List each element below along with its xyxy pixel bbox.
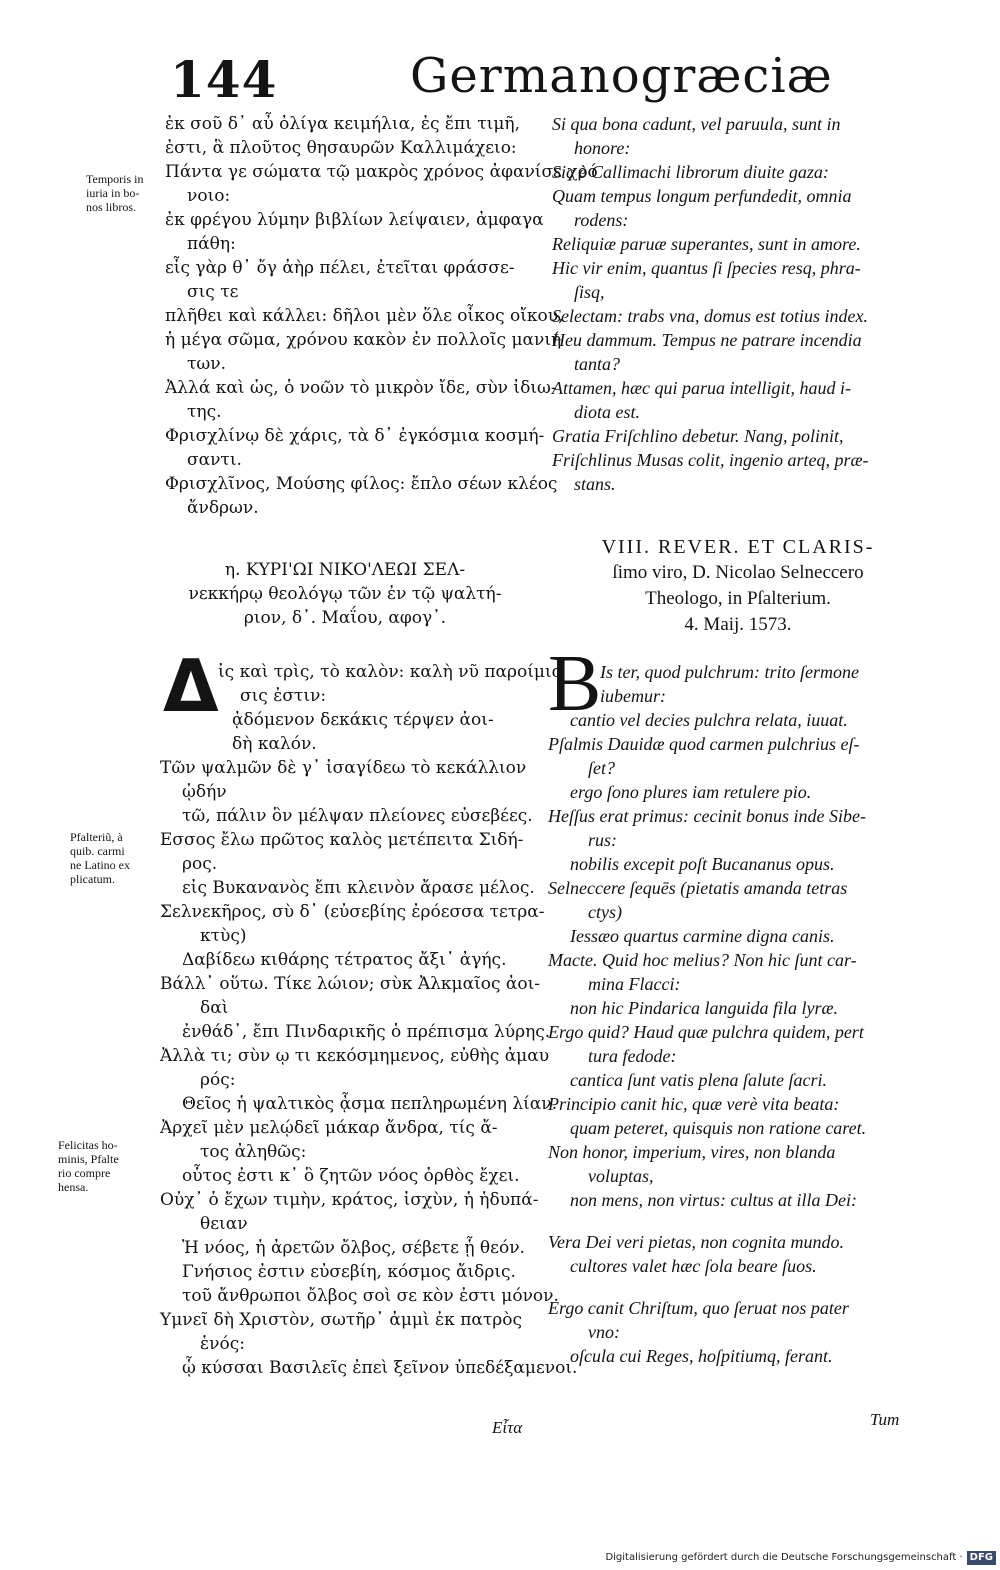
latin-line: oſcula cui Reges, hoſpitiumq, ferant.: [570, 1346, 833, 1366]
greek-heading: [160, 558, 530, 630]
latin-heading: [548, 534, 928, 638]
latin-line: Gratia Friſchlino debetur. Nang, polinit,: [552, 426, 844, 446]
latin-line: non mens, non virtus: cultus at illa Dei:: [570, 1190, 857, 1210]
latin-line: tura fedode:: [588, 1046, 677, 1066]
greek-line: των.: [187, 354, 227, 374]
digitization-footer: [600, 1549, 996, 1567]
latin-line: iubemur:: [600, 686, 666, 706]
greek-line: Τῶν ψαλμῶν δὲ γ᾽ ἰσαγίδεω τὸ κεκάλλιον: [160, 758, 527, 778]
latin-line: Principio canit hic, quæ verè vita beata:: [548, 1094, 840, 1114]
latin-line: Heu dammum. Tempus ne patrare incendia: [552, 330, 862, 350]
latin-line: Heſſus erat primus: cecinit bonus inde Sibe-: [548, 806, 866, 826]
greek-line: Βάλλ᾽ οὕτω. Τίκε λώιον; σὺκ Ἀλκμαῖος ἀοι-: [160, 974, 541, 994]
latin-line: quam peteret, quisquis non ratione caret.: [570, 1118, 867, 1138]
greek-line: σις ἐστιν:: [240, 686, 327, 706]
latin-line: Non honor, imperium, vires, non blanda: [548, 1142, 836, 1162]
greek-line: σις τε: [187, 282, 239, 302]
greek-line: εἰς Βυκανανὸς ἔπι κλεινὸν ἄρασε μέλος.: [182, 878, 535, 898]
margin-note-time: [86, 172, 166, 214]
latin-line: vno:: [588, 1322, 620, 1342]
greek-line: δὴ καλόν.: [232, 734, 317, 754]
margin-note-line: ne Latino ex: [70, 858, 130, 872]
margin-note-psalter: [70, 830, 150, 886]
greek-line: εἶς γὰρ θ᾽ ὄγ ἀὴρ πέλει, ἐτεῖται φράσσε-: [165, 258, 515, 278]
stanza-gap: [548, 1278, 933, 1296]
greek-heading-line: ριον, δ᾽. Μαΐου, αφογ᾽.: [243, 608, 447, 628]
margin-note-line: iuria in bo-: [86, 186, 140, 200]
latin-line: Si qua bona cadunt, vel paruula, sunt in: [552, 114, 841, 134]
margin-note-felicity: [58, 1138, 138, 1194]
latin-line: Hic vir enim, quantus ſi ſpecies resq, phra-: [552, 258, 861, 278]
greek-drop-cap: Δ: [163, 644, 219, 728]
greek-line: θειαν: [200, 1214, 248, 1234]
greek-line: Γνήσιος ἐστιν εὐσεβίη, κόσμος ἄιδρις.: [182, 1262, 516, 1282]
greek-line: ᾧ κύσσαι Βασιλεῖς ἐπεὶ ξεῖνον ὑπεδέξαμενοι.: [182, 1358, 578, 1378]
latin-line: cultores valet hæc ſola beare ſuos.: [570, 1256, 817, 1276]
greek-line: τῶ, πάλιν ὃν μέλψαν πλείονες εὐσεβέες.: [182, 806, 533, 826]
latin-line: nobilis excepit poſt Bucananus opus.: [570, 854, 835, 874]
dfg-logo-icon: DFG: [967, 1551, 996, 1565]
latin-line: tanta?: [574, 354, 621, 374]
greek-line: Δαβίδεω κιθάρης τέτρατος ἄξι᾽ ἀγής.: [182, 950, 507, 970]
greek-line: τος ἀληθῶς:: [200, 1142, 307, 1162]
latin-line: honore:: [574, 138, 631, 158]
latin-line: Attamen, hæc qui parua intelligit, haud i-: [552, 378, 851, 398]
latin-line: diota est.: [574, 402, 640, 422]
latin-line: Pſalmis Dauidæ quod carmen pulchrius eſ-: [548, 734, 860, 754]
greek-line: πάθη:: [187, 234, 236, 254]
greek-line: Φρισχλῖνος, Μούσης φίλος: ἔπλο σέων κλέος: [165, 474, 558, 494]
latin-line: stans.: [574, 474, 616, 494]
latin-line: cantio vel decies pulchra relata, iuuat.: [570, 710, 848, 730]
latin-heading-line: ſimo viro, D. Nicolao Selneccero: [612, 562, 864, 583]
greek-line: Πάντα γε σώματα τῷ μακρὸς χρόνος ἀφανίσε χρό: [165, 162, 598, 182]
latin-line: Quam tempus longum perfundedit, omnia: [552, 186, 852, 206]
greek-line: της.: [187, 402, 222, 422]
greek-line: δαὶ: [200, 998, 229, 1018]
margin-note-line: hensa.: [58, 1180, 89, 1194]
latin-line: rus:: [588, 830, 618, 850]
stanza-gap: [548, 1212, 933, 1230]
greek-line: κτὺς): [200, 926, 247, 946]
greek-line: ἄνδρων.: [187, 498, 259, 518]
greek-line: Ἀρχεῖ μὲν μελῴδεῖ μάκαρ ἄνδρα, τίς ἄ-: [160, 1118, 498, 1138]
running-title: Germanogræciæ: [410, 48, 833, 104]
latin-line: Ergo canit Chriſtum, quo ſeruat nos pater: [548, 1298, 849, 1318]
latin-line: Is ter, quod pulchrum: trito ſermone: [600, 662, 859, 682]
margin-note-line: nos libros.: [86, 200, 137, 214]
greek-line: πλῆθει καὶ κάλλει: δῆλοι μὲν ὅλε οἶκος οἴκου,: [165, 306, 564, 326]
greek-line: νοιο:: [187, 186, 231, 206]
footer-text: Digitalisierung gefördert durch die Deutsche Forschungsgemeinschaft ·: [605, 1552, 963, 1563]
greek-line: Ἡ νόος, ἡ ἀρετῶν ὄλβος, σέβετε ᾗ θεόν.: [182, 1238, 525, 1258]
greek-line: ἐκ σοῦ δ᾽ αὖ ὀλίγα κειμήλια, ἐς ἔπι τιμῆ,: [165, 114, 520, 134]
latin-line: cantica ſunt vatis plena ſalute ſacri.: [570, 1070, 827, 1090]
latin-line: Iessæo quartus carmine digna canis.: [570, 926, 835, 946]
latin-line: Friſchlinus Musas colit, ingenio arteq, præ-: [552, 450, 869, 470]
margin-note-line: Felicitas ho-: [58, 1138, 118, 1152]
latin-drop-cap: B: [548, 640, 602, 728]
page-number: 144: [170, 50, 278, 109]
latin-line: Selneccere ſequēs (pietatis amanda tetras: [548, 878, 848, 898]
greek-line: οὗτος ἐστι κ᾽ ὃ ζητῶν νόος ὀρθὸς ἔχει.: [182, 1166, 520, 1186]
greek-line: Οὐχ᾽ ὁ ἔχων τιμὴν, κράτος, ἰσχὺν, ἡ ἡδυπά-: [160, 1190, 539, 1210]
latin-line: ergo ſono plures iam retulere pio.: [570, 782, 812, 802]
greek-line: ρος.: [182, 854, 218, 874]
margin-note-line: plicatum.: [70, 872, 115, 886]
greek-poem-column: [160, 660, 578, 1380]
greek-line: ἡ μέγα σῶμα, χρόνου κακὸν ἐν πολλοῖς μανιή: [165, 330, 562, 350]
latin-line: ctys): [588, 902, 622, 922]
greek-line: ρός:: [200, 1070, 236, 1090]
latin-heading-line: Theologo, in Pſalterium.: [645, 588, 831, 609]
greek-heading-line: η. ΚΥΡΙ'ΩΙ ΝΙΚΟ'ΛΕΩΙ ΣΕΛ-: [224, 560, 466, 580]
greek-line: Φρισχλίνῳ δὲ χάρις, τὰ δ᾽ ἐγκόσμια κοσμή-: [165, 426, 545, 446]
latin-line: rodens:: [574, 210, 629, 230]
greek-line: ἐστι, ἃ πλοῦτος θησαυρῶν Καλλιμάχειο:: [165, 138, 517, 158]
greek-line: σαντι.: [187, 450, 242, 470]
greek-line: Υμνεῖ δὴ Χριστὸν, σωτῆρ᾽ ἀμμὶ ἐκ πατρὸς: [160, 1310, 523, 1330]
latin-line: ſisq,: [574, 282, 605, 302]
margin-note-line: minis, Pfalte: [58, 1152, 119, 1166]
latin-line: Macte. Quid hoc melius? Non hic ſunt car-: [548, 950, 857, 970]
latin-catchword: Tum: [870, 1410, 900, 1429]
greek-catchword: Εἶτα: [492, 1418, 523, 1437]
greek-line: ἐκ φρέγου λύμην βιβλίων λείψαιεν, ἀμφαγα: [165, 210, 544, 230]
latin-heading-line: 4. Maij. 1573.: [684, 614, 792, 635]
greek-line: Ἀλλά καὶ ὡς, ὁ νοῶν τὸ μικρὸν ἴδε, σὺν ἰδιω-: [165, 378, 557, 398]
margin-note-line: quib. carmi: [70, 844, 125, 858]
margin-note-line: Pfalteriũ, à: [70, 830, 123, 844]
greek-line: Εσσος ἔλω πρῶτος καλὸς μετέπειτα Σιδή-: [160, 830, 524, 850]
latin-line: non hic Pindarica languida fila lyræ.: [570, 998, 838, 1018]
greek-line: ἐνθάδ᾽, ἔπι Πινδαρικῆς ὁ πρέπισμα λύρης.: [182, 1022, 551, 1042]
greek-line: τοῦ ἄνθρωποι ὄλβος σοὶ σε κὸν ἐστι μόνον.: [182, 1286, 559, 1306]
greek-line: Θεῖος ἡ ψαλτικὸς ᾆσμα πεπληρωμένη λίαν.: [182, 1094, 558, 1114]
latin-line: voluptas,: [588, 1166, 654, 1186]
latin-poem-column: [548, 660, 933, 1368]
margin-note-line: rio compre: [58, 1166, 111, 1180]
latin-line: ſet?: [588, 758, 615, 778]
greek-line: Ἀλλὰ τι; σὺν ῳ τι κεκόσμημενος, εὐθὴς ἀμαυ: [160, 1046, 550, 1066]
latin-heading-line: VIII. REVER. ET CLARIS-: [601, 536, 875, 558]
latin-line: Sic è Callimachi librorum diuite gaza:: [552, 162, 829, 182]
latin-line: mina Flacci:: [588, 974, 681, 994]
latin-line: Ergo quid? Haud quæ pulchra quidem, pert: [548, 1022, 864, 1042]
margin-note-line: Temporis in: [86, 172, 144, 186]
latin-line: Selectam: trabs vna, domus est totius index.: [552, 306, 868, 326]
greek-line: ἰς καὶ τρὶς, τὸ καλὸν: καλὴ νῦ παροίμια: [218, 662, 564, 682]
greek-line: ᾠδήν: [182, 782, 227, 802]
greek-line: ᾀδόμενον δεκάκις τέρψεν ἀοι-: [232, 710, 494, 730]
latin-top-column: [552, 112, 927, 496]
latin-line: Vera Dei veri pietas, non cognita mundo.: [548, 1232, 844, 1252]
greek-heading-line: νεκκήρῳ θεολόγῳ τῶν ἐν τῷ ψαλτή-: [188, 584, 502, 604]
greek-line: ἑνός:: [200, 1334, 245, 1354]
greek-line: Σελνεκῆρος, σὺ δ᾽ (εὐσεβίης ἐρόεσσα τετρα-: [160, 902, 545, 922]
latin-line: Reliquiæ paruæ superantes, sunt in amore.: [552, 234, 861, 254]
